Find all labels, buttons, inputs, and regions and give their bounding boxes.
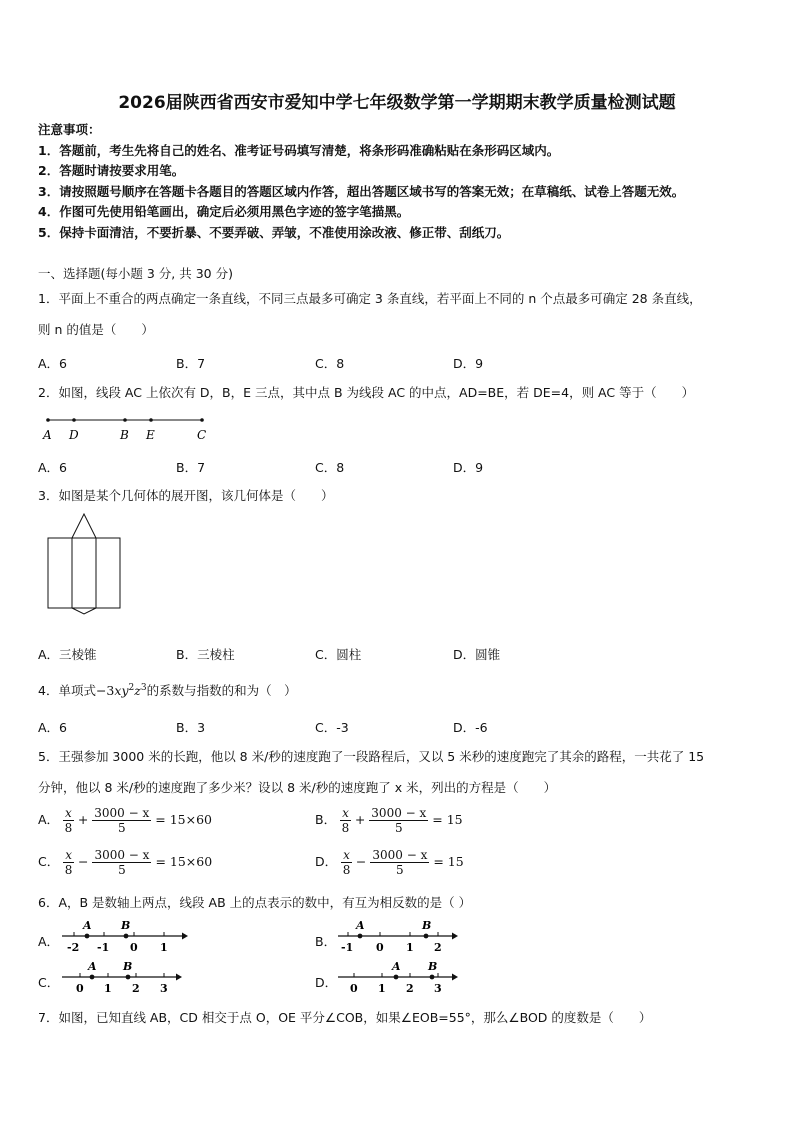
notice-item-1: 1．答题前，考生先将自己的姓名、准考证号码填写清楚，将条形码准确粘贴在条形码区域内。	[38, 143, 560, 158]
q6-option-c-numberline	[58, 959, 188, 997]
svg-text:3: 3	[160, 982, 168, 995]
q3-option-c: C．圆柱	[315, 647, 362, 662]
point-a	[46, 418, 50, 422]
q6-text: 6．A，B 是数轴上两点，线段 AB 上的点表示的数中，有互为相反数的是（ ）	[38, 895, 472, 910]
svg-text:-1: -1	[341, 941, 354, 954]
q1-option-b: B．7	[176, 356, 206, 371]
q6-option-d-label: D．	[315, 975, 338, 990]
q2-option-c: C．8	[315, 460, 345, 475]
q3-option-d: D．圆锥	[453, 647, 501, 662]
q5-option-c: C． $\frac{x}{8}$ − $\frac{3000 - x}{5}$ = 15×60	[38, 848, 213, 877]
q3-text: 3．如图是某个几何体的展开图，该几何体是（ ）	[38, 488, 334, 503]
svg-text:A: A	[83, 919, 92, 932]
q4-option-b: B．3	[176, 720, 206, 735]
q4-text: 4．单项式$-3xy^2z^3$的系数与指数的和为（ ）	[38, 683, 297, 699]
q6-option-b-numberline	[334, 918, 464, 956]
point-b	[123, 418, 127, 422]
q2-option-b: B．7	[176, 460, 206, 475]
svg-text:1: 1	[406, 941, 414, 954]
svg-text:1: 1	[104, 982, 112, 995]
point-d	[72, 418, 76, 422]
point-a	[85, 934, 90, 939]
q1-option-a: A．6	[38, 356, 68, 371]
q4-option-a: A．6	[38, 720, 68, 735]
point-b	[126, 975, 131, 980]
point-b	[124, 934, 129, 939]
q2-option-a: A．6	[38, 460, 68, 475]
q5-option-a: A． $\frac{x}{8}$ + $\frac{3000 - x}{5}$ = 15×60	[38, 806, 212, 835]
net-top-triangle	[72, 514, 96, 538]
net-bottom-triangle	[72, 608, 96, 614]
notice-heading: 注意事项：	[38, 122, 101, 137]
label-b: B	[120, 428, 129, 442]
q4-monomial: $-3xy^2z^3$	[95, 683, 147, 699]
point-a	[90, 975, 95, 980]
svg-text:0: 0	[350, 982, 358, 995]
label-a: A	[43, 428, 52, 442]
svg-text:-2: -2	[67, 941, 80, 954]
svg-text:0: 0	[76, 982, 84, 995]
label-d: D	[69, 428, 79, 442]
q1-text-line2: 则 n 的值是（ ）	[38, 322, 154, 337]
svg-text:2: 2	[132, 982, 140, 995]
net-outer-rect	[48, 538, 120, 608]
label-c: C	[197, 428, 207, 442]
q5-option-d: D． $\frac{x}{8}$ − $\frac{3000 - x}{5}$ = 15	[315, 848, 464, 877]
q1-option-d: D．9	[453, 356, 484, 371]
svg-text:1: 1	[160, 941, 168, 954]
q4-option-c: C．-3	[315, 720, 349, 735]
q3-option-b: B．三棱柱	[176, 647, 235, 662]
q5-text-line2: 分钟，他以 8 米/秒的速度跑了多少米？设以 8 米/秒的速度跑了 x 米，列出的方程是（ ）	[38, 780, 557, 795]
point-b	[424, 934, 429, 939]
page-title: 2026届陕西省西安市爱知中学七年级数学第一学期期末教学质量检测试题	[118, 93, 676, 113]
point-a	[358, 934, 363, 939]
notice-item-3: 3．请按照题号顺序在答题卡各题目的答题区域内作答，超出答题区域书写的答案无效；在草稿纸、试卷上答题无效。	[38, 184, 685, 199]
svg-text:A: A	[392, 960, 401, 973]
q1-option-c: C．8	[315, 356, 345, 371]
point-c	[200, 418, 204, 422]
point-a	[394, 975, 399, 980]
svg-text:B: B	[428, 960, 438, 973]
svg-text:0: 0	[376, 941, 384, 954]
q7-text: 7．如图，已知直线 AB，CD 相交于点 O，OE 平分∠COB，如果∠EOB=55°，那么∠BOD 的度数是（ ）	[38, 1010, 652, 1025]
label-e: E	[146, 428, 155, 442]
svg-text:A: A	[88, 960, 97, 973]
svg-text:2: 2	[434, 941, 442, 954]
q2-segment-figure	[38, 412, 218, 446]
svg-text:B: B	[121, 919, 131, 932]
svg-text:B: B	[123, 960, 133, 973]
q2-option-d: D．9	[453, 460, 484, 475]
point-e	[149, 418, 153, 422]
q3-option-a: A．三棱锥	[38, 647, 97, 662]
svg-text:0: 0	[130, 941, 138, 954]
svg-text:1: 1	[378, 982, 386, 995]
q6-option-c-label: C．	[38, 975, 60, 990]
point-b	[430, 975, 435, 980]
q4-option-d: D．-6	[453, 720, 488, 735]
svg-text:A: A	[356, 919, 365, 932]
q3-net-figure	[44, 512, 128, 616]
svg-text:3: 3	[434, 982, 442, 995]
q6-option-a-label: A．	[38, 934, 60, 949]
q6-option-a-numberline	[58, 918, 188, 956]
section-heading: 一、选择题(每小题 3 分, 共 30 分)	[38, 266, 233, 281]
q6-option-b-label: B．	[315, 934, 337, 949]
svg-text:B: B	[422, 919, 432, 932]
notice-item-2: 2．答题时请按要求用笔。	[38, 163, 185, 178]
q2-text: 2．如图，线段 AC 上依次有 D，B，E 三点，其中点 B 为线段 AC 的中点，AD=BE，若 DE=4，则 AC 等于（ ）	[38, 385, 695, 400]
q5-text-line1: 5．王强参加 3000 米的长跑，他以 8 米/秒的速度跑了一段路程后，又以 5 米秒的速度跑完了其余的路程，一共花了 15	[38, 749, 705, 764]
q5-option-b: B． $\frac{x}{8}$ + $\frac{3000 - x}{5}$ = 15	[315, 806, 463, 835]
q1-text-line1: 1．平面上不重合的两点确定一条直线，不同三点最多可确定 3 条直线，若平面上不同的 n 个点最多可确定 28 条直线，	[38, 291, 702, 306]
svg-text:2: 2	[406, 982, 414, 995]
notice-item-4: 4．作图可先使用铅笔画出，确定后必须用黑色字迹的签字笔描黑。	[38, 204, 410, 219]
svg-text:-1: -1	[97, 941, 110, 954]
notice-item-5: 5．保持卡面清洁，不要折暴、不要弄破、弄皱，不准使用涂改液、修正带、刮纸刀。	[38, 225, 510, 240]
q6-option-d-numberline	[334, 959, 464, 997]
